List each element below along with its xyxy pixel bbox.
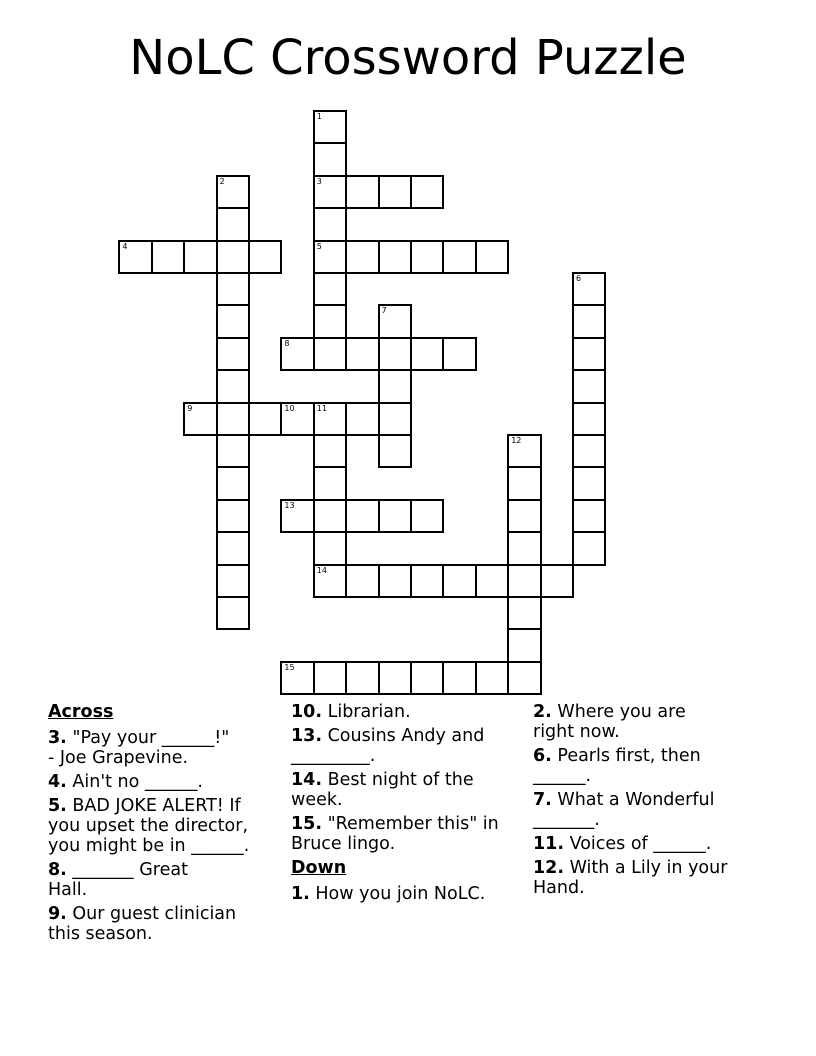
crossword-cell[interactable] <box>313 337 347 371</box>
crossword-cell[interactable] <box>410 337 444 371</box>
crossword-cell[interactable] <box>280 661 314 695</box>
clue-number: 2. <box>533 702 552 722</box>
clue-number: 14. <box>291 770 323 790</box>
clue-number: 3 <box>316 176 322 186</box>
crossword-cell[interactable] <box>118 240 152 274</box>
clue-number: 9. <box>48 904 67 924</box>
crossword-cell[interactable] <box>216 207 250 241</box>
clue-text: right now. <box>533 722 620 742</box>
crossword-cell[interactable] <box>216 466 250 500</box>
crossword-cell[interactable] <box>151 240 185 274</box>
crossword-cell[interactable] <box>507 596 541 630</box>
crossword-cell[interactable] <box>313 272 347 306</box>
crossword-cell[interactable] <box>313 402 347 436</box>
clue-number: 14 <box>316 565 327 575</box>
crossword-cell[interactable] <box>216 272 250 306</box>
crossword-cell[interactable] <box>345 499 379 533</box>
crossword-cell[interactable] <box>442 240 476 274</box>
across-clue <box>48 772 283 792</box>
crossword-cell[interactable] <box>507 466 541 500</box>
clue-number: 6 <box>576 274 582 283</box>
across-clue <box>291 702 526 722</box>
clue-text: "Remember this" in <box>322 814 499 834</box>
clue-number: 15. <box>291 814 323 834</box>
clue-number: 13 <box>284 500 295 510</box>
clue-text: _______. <box>533 810 600 830</box>
clue-number: 4. <box>48 772 67 792</box>
down-clue <box>533 858 773 898</box>
crossword-cell[interactable] <box>442 661 476 695</box>
clue-column-3 <box>533 702 773 902</box>
crossword-cell[interactable] <box>216 531 250 565</box>
crossword-cell[interactable] <box>345 564 379 598</box>
crossword-cell[interactable] <box>216 337 250 371</box>
clue-number: 13. <box>291 726 323 746</box>
clue-number: 3. <box>48 728 67 748</box>
crossword-cell[interactable] <box>507 531 541 565</box>
clue-text: _________. <box>291 746 376 766</box>
clue-number: 4 <box>122 241 128 251</box>
clue-number: 1. <box>291 884 310 904</box>
clue-number: 7 <box>381 306 387 316</box>
crossword-cell[interactable] <box>248 240 282 274</box>
crossword-cell[interactable] <box>313 142 347 176</box>
crossword-cell[interactable] <box>378 337 412 371</box>
clue-number: 8 <box>284 338 290 348</box>
across-clue <box>48 728 283 768</box>
crossword-cell[interactable] <box>345 661 379 695</box>
crossword-cell[interactable] <box>280 499 314 533</box>
clue-text: With a Lily in your <box>564 858 728 878</box>
crossword-cell[interactable] <box>475 240 509 274</box>
clue-text: Hand. <box>533 878 585 898</box>
across-clue <box>48 796 283 856</box>
crossword-cell[interactable] <box>442 337 476 371</box>
crossword-cell[interactable] <box>313 434 347 468</box>
crossword-cell[interactable] <box>313 531 347 565</box>
crossword-cell[interactable] <box>507 434 541 468</box>
clue-text: How you join NoLC. <box>309 884 486 904</box>
crossword-cell[interactable] <box>475 661 509 695</box>
crossword-cell[interactable] <box>378 240 412 274</box>
crossword-cell[interactable] <box>378 402 412 436</box>
crossword-cell[interactable] <box>216 402 250 436</box>
crossword-cell[interactable] <box>183 402 217 436</box>
down-heading: Down <box>291 858 347 878</box>
clue-text: What a Wonderful <box>551 790 715 810</box>
clue-column-1 <box>48 702 283 948</box>
crossword-cell[interactable] <box>216 369 250 403</box>
crossword-cell[interactable] <box>410 499 444 533</box>
clue-text: Cousins Andy and <box>322 726 485 746</box>
crossword-cell[interactable] <box>378 499 412 533</box>
clue-number: 5 <box>316 241 322 251</box>
crossword-cell[interactable] <box>572 531 606 565</box>
clue-number: 10 <box>284 403 295 413</box>
crossword-cell[interactable] <box>507 564 541 598</box>
clue-number: 2 <box>219 176 225 186</box>
crossword-cell[interactable] <box>216 240 250 274</box>
clue-text: you upset the director, <box>48 816 249 836</box>
clue-number: 6. <box>533 746 552 766</box>
across-clue <box>48 860 283 900</box>
crossword-cell[interactable] <box>313 466 347 500</box>
crossword-cell[interactable] <box>572 304 606 338</box>
crossword-cell[interactable] <box>410 661 444 695</box>
clue-text: - Joe Grapevine. <box>48 748 189 768</box>
across-clue <box>291 726 526 766</box>
crossword-cell[interactable] <box>313 175 347 209</box>
crossword-cell[interactable] <box>378 661 412 695</box>
crossword-cell[interactable] <box>183 240 217 274</box>
crossword-cell[interactable] <box>313 304 347 338</box>
crossword-cell[interactable] <box>313 499 347 533</box>
crossword-cell[interactable] <box>345 337 379 371</box>
crossword-cell[interactable] <box>216 596 250 630</box>
clue-text: Librarian. <box>322 702 411 722</box>
down-clue <box>533 702 773 742</box>
crossword-cell[interactable] <box>345 175 379 209</box>
clue-number: 8. <box>48 860 67 880</box>
crossword-cell[interactable] <box>216 434 250 468</box>
crossword-cell[interactable] <box>572 337 606 371</box>
across-clue <box>48 904 283 944</box>
crossword-cell[interactable] <box>345 240 379 274</box>
crossword-cell[interactable] <box>572 499 606 533</box>
across-heading: Across <box>48 702 114 722</box>
crossword-cell[interactable] <box>248 402 282 436</box>
clue-number: 11 <box>316 403 327 413</box>
crossword-cell[interactable] <box>572 466 606 500</box>
clue-text: Ain't no ______. <box>66 772 203 792</box>
crossword-cell[interactable] <box>378 564 412 598</box>
clue-number: 1 <box>316 112 322 121</box>
clue-text: Hall. <box>48 880 88 900</box>
down-clue <box>291 884 526 904</box>
crossword-cell[interactable] <box>442 564 476 598</box>
clue-text: BAD JOKE ALERT! If <box>66 796 241 816</box>
crossword-cell[interactable] <box>280 337 314 371</box>
crossword-cell[interactable] <box>410 175 444 209</box>
crossword-cell[interactable] <box>572 369 606 403</box>
crossword-cell[interactable] <box>410 240 444 274</box>
clue-number: 10. <box>291 702 323 722</box>
crossword-cell[interactable] <box>507 661 541 695</box>
crossword-cell[interactable] <box>540 564 574 598</box>
crossword-cell[interactable] <box>313 661 347 695</box>
crossword-cell[interactable] <box>378 434 412 468</box>
crossword-cell[interactable] <box>280 402 314 436</box>
clue-text: Bruce lingo. <box>291 834 396 854</box>
clue-text: Pearls first, then <box>551 746 701 766</box>
crossword-cell[interactable] <box>378 304 412 338</box>
crossword-cell[interactable] <box>313 564 347 598</box>
clue-number: 12. <box>533 858 565 878</box>
crossword-cell[interactable] <box>507 628 541 662</box>
clue-number: 11. <box>533 834 565 854</box>
clue-text: Where you are <box>551 702 686 722</box>
down-clue <box>533 790 773 830</box>
clue-number: 5. <box>48 796 67 816</box>
crossword-cell[interactable] <box>313 240 347 274</box>
clue-text: week. <box>291 790 343 810</box>
crossword-cell[interactable] <box>216 564 250 598</box>
crossword-cell[interactable] <box>378 175 412 209</box>
across-clue <box>291 814 526 854</box>
page-title: NoLC Crossword Puzzle <box>129 30 687 86</box>
crossword-cell[interactable] <box>216 175 250 209</box>
clue-text: ______. <box>533 766 592 786</box>
clue-number: 9 <box>187 403 193 413</box>
crossword-cell[interactable] <box>572 434 606 468</box>
crossword-cell[interactable] <box>345 402 379 436</box>
crossword-cell[interactable] <box>378 369 412 403</box>
crossword-cell[interactable] <box>507 499 541 533</box>
across-clue <box>291 770 526 810</box>
crossword-cell[interactable] <box>572 402 606 436</box>
clue-text: Voices of ______. <box>564 834 712 854</box>
crossword-cell[interactable] <box>410 564 444 598</box>
down-clue <box>533 746 773 786</box>
crossword-cell[interactable] <box>216 304 250 338</box>
clue-number: 7. <box>533 790 552 810</box>
down-clue <box>533 834 773 854</box>
crossword-cell[interactable] <box>572 272 606 306</box>
clue-column-2 <box>291 702 526 908</box>
clue-text: Our guest clinician <box>66 904 237 924</box>
clue-text: you might be in ______. <box>48 836 250 856</box>
crossword-cell[interactable] <box>313 110 347 144</box>
clue-text: this season. <box>48 924 153 944</box>
crossword-cell[interactable] <box>313 207 347 241</box>
crossword-cell[interactable] <box>475 564 509 598</box>
clue-number: 15 <box>284 662 295 672</box>
clue-text: Best night of the <box>322 770 474 790</box>
crossword-cell[interactable] <box>216 499 250 533</box>
clue-text: _______ Great <box>66 860 188 880</box>
clue-number: 12 <box>511 436 522 445</box>
clue-text: "Pay your ______!" <box>66 728 230 748</box>
